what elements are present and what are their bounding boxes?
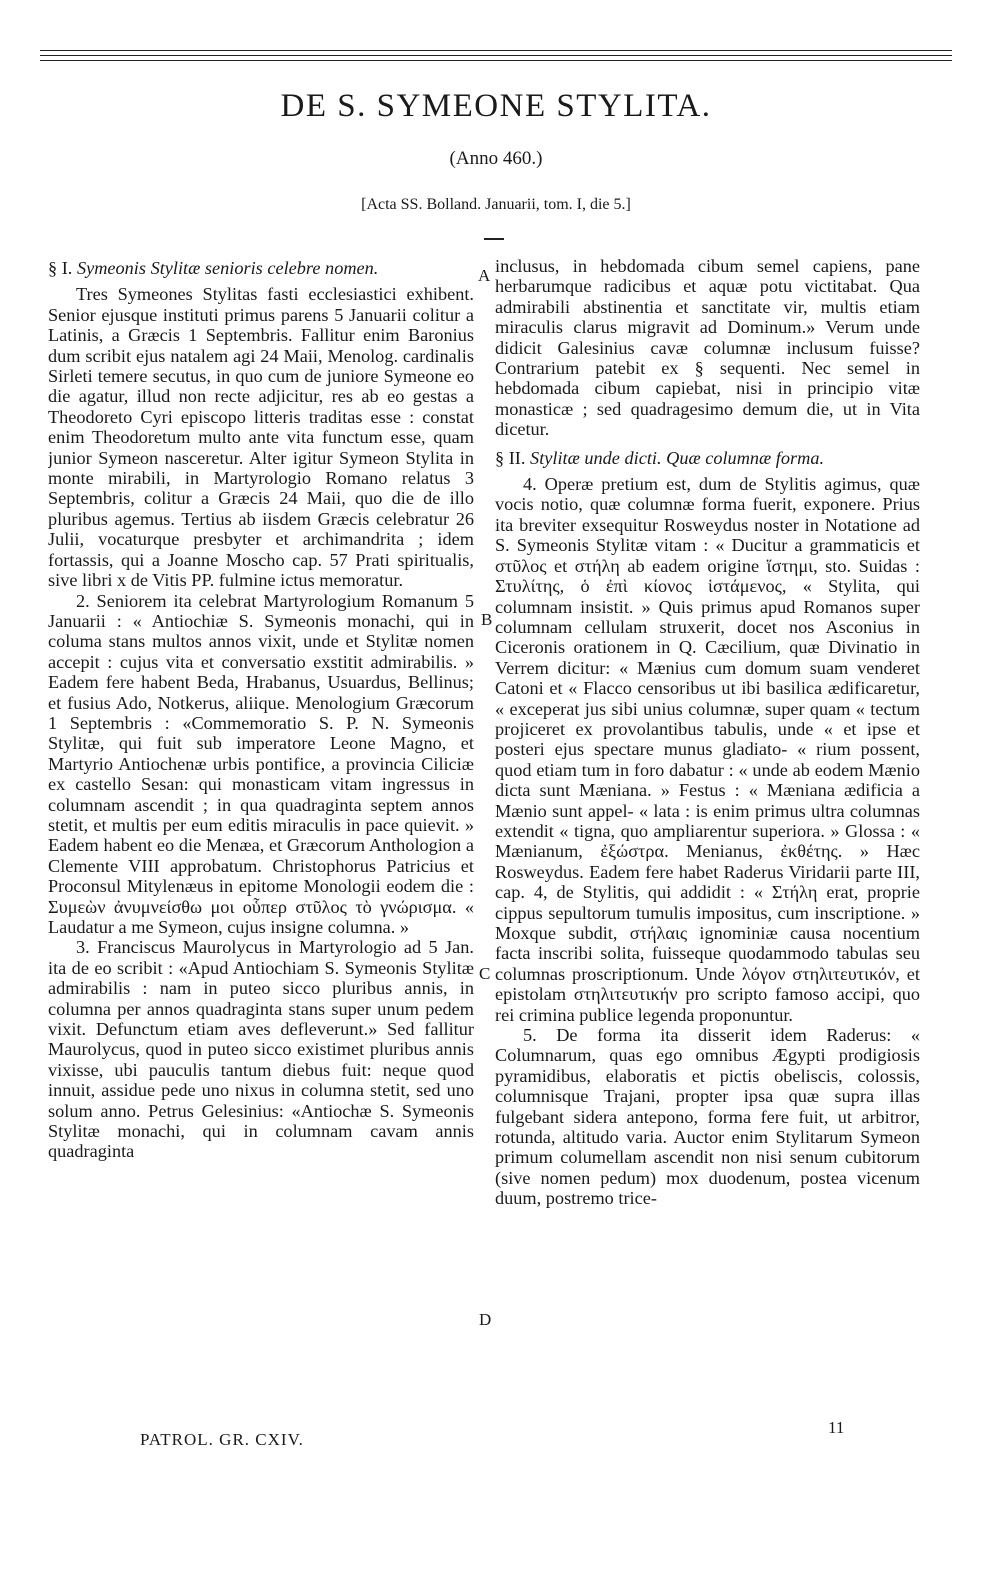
paragraph-4: 4. Operæ pretium est, dum de Stylitis agimus, quæ vocis notio, quæ columnæ forma fuerit, exponere. Prius ita breviter exsequitur Rosweydus noster in Notatione ad S. Symeonis Stylitæ vitam : « Ducitur a grammaticis et στῦλος et στήλη ab eadem origine ἵστημι, sto. Suidas : Στυλίτης, ὁ ἐπὶ κίονος ἱστάμενος, « Stylita, qui columnam insistit. » Quis primus apud Romanos super columnam cellulam struxerit, docet nos Asconius in Ciceronis orationem in Q. Cæcilium, quæ Divinatio in Verrem dicitur: « Mænius cum domum suam venderet Catoni et « Flacco censoribus ut ibi basilica ædificaretur, « exceperat jus sibi unius columnæ, super quam « tectum projiceret ex provolantibus tabulis, unde « et ipse et posteri ejus spectare munus gladiato- « rium possent, quod etiam tum in foro dabatur : « unde ab eodem Mænio dicta sunt Mæniana. » Festus : « Mæniana ædificia a Mænio sunt appel- « lata : is enim primus ultra columnas extendit « tigna, quo ampliarentur superiora. » Glossa : « Mænianum, ἐξώστρα. Menianus, ἐκθέτης. » Hæc Rosweydus. Eadem fere habet Raderus Viridarii parte III, cap. 4, de Stylitis, qui addidit : « Στήλη erat, proprie cippus sepultorum tumulis impositus, cum inscriptione. » Moxque subdit, στήλαις ignominiæ causa nocentium facta inscribi solita, fuisseque quodammodo tabulas seu columnas proscriptionum. Unde λόγον στηλιτευτικόν, et epistolam στηλιτευτικήν pro scripto famoso accipi, quo rei crimina publice legenda proponuntur.	[495, 474, 920, 1025]
paragraph-1: Tres Symeones Stylitas fasti ecclesiastici exhibent. Senior ejusque instituti primus parens 5 Januarii colitur a Latinis, a Græcis 1 Septembris. Fallitur enim Baronius dum scribit ejus natalem agi 24 Maii, Menolog. cardinalis Sirleti temere secutus, in quo cum de juniore Symeone eo die agatur, illud non recte adjicitur, res ab eo gestas a Theodoreto Cyri episcopo litteris traditas esse : constat enim Theodoretum multo ante vita functum esse, quam junior Symeon nasceretur. Alter igitur Symeon Stylita in monte mirabili, in Martyrologio Romano relatus 3 Septembris, colitur a Græcis 24 Maii, quo die de illo pluribus agemus. Tertius ab iisdem Græcis celebratur 26 Julii, vocaturque presbyter et archimandrita ; idem fortassis, qui a Joanne Moscho cap. 57 Prati spiritualis, sive libri x de Vitis PP. fulmine ictus memoratur.	[48, 284, 474, 591]
top-rule-thin-2	[40, 60, 952, 61]
margin-marker-a: A	[478, 266, 491, 285]
paragraph-3: 3. Franciscus Maurolycus in Martyrologio ad 5 Jan. ita de eo scribit : «Apud Antiochiam S. Symeonis Stylitæ admirabilis : nam in puteo sicco pluribus annis, in columna per annos quadraginta stans super unum pedem vixit. Defunctum etiam aves defleverunt.» Sed fallitur Maurolycus, quod in puteo sicco existimet pluribus annis vixisse, ubi pauculis tantum diebus fuit: neque quod innuit, assidue pede uno nixus in columna stetit, sed uno solum anno. Petrus Gelesinius: «Antiochæ S. Symeonis Stylitæ monachi, qui in columnam cavam annis quadraginta	[48, 937, 474, 1162]
margin-marker-c: C	[479, 964, 491, 983]
section-number: § II.	[495, 447, 526, 468]
footer-volume: PATROL. GR. CXIV.	[140, 1430, 304, 1449]
year-line: (Anno 460.)	[449, 148, 543, 169]
top-rule-thin	[40, 55, 952, 56]
section-title: Symeonis Stylitæ senioris celebre nomen.	[76, 258, 379, 278]
top-rule	[40, 50, 952, 51]
paragraph-5: 5. De forma ita disserit idem Raderus: « Columnarum, quas ego omnibus Ægypti prodigiosis pyramidibus, elaboratis et pictis obeliscis, colossis, columnisque Trajani, propter ipsa quæ supra illas fulgebant sidera antepono, forma fere fuit, ut arbitror, rotunda, altitudo varia. Auctor enim Stylitarum Symeon primum columellam ascendit non nisi senum cubitorum (sive nomen pedum) mox duodenum, postea vicenum duum, postremo trice-	[495, 1025, 920, 1209]
section-heading-2	[495, 448, 920, 468]
section-number: § I.	[48, 258, 73, 278]
section-heading-1	[48, 258, 474, 278]
paragraph-2: 2. Seniorem ita celebrat Martyrologium Romanum 5 Januarii : « Antiochiæ S. Symeonis monachi, qui in columa stans multos annos vixit, unde et Stylitæ nomen accepit : cujus vita et conversatio exstitit admirabilis. » Eadem fere habent Beda, Hrabanus, Usuardus, Bellinus; et fusius Ado, Notkerus, aliique. Menologium Græcorum 1 Septembris : «Commemoratio S. P. N. Symeonis Stylitæ, qui fuit sub imperatore Leone Magno, et Martyrio Antiochenæ urbis pontifice, a provincia Ciliciæ ex castello Sesan: qui monasticam vitam ingressus in columnam ascendit ; in qua quadraginta septem annos stetit, et multis per eum editis miraculis in pace quievit. » Eadem habent eo die Menæa, et Græcorum Anthologion a Clemente VIII approbatum. Christophorus Patricius et Proconsul Mitylenæus in epitome Monologii eodem die : Συμεὼν ἀνυμνείσθω μοι οὗπερ στῦλος τὸ γνώρισμα. « Laudatur a me Symeon, cujus insigne columna. »	[48, 590, 474, 937]
section-title: Stylitæ unde dicti. Quæ columnæ forma.	[530, 447, 825, 468]
right-column	[495, 256, 920, 1436]
source-citation: [Acta SS. Bolland. Januarii, tom. I, die 5.]	[361, 196, 631, 213]
margin-marker-b: B	[481, 610, 493, 629]
page-title: DE S. SYMEONE STYLITA.	[280, 88, 712, 124]
separator-dash	[484, 238, 504, 240]
margin-marker-d: D	[479, 1310, 492, 1329]
page-number: 11	[828, 1418, 845, 1437]
paragraph-1-continued: inclusus, in hebdomada cibum semel capiens, pane herbarumque radicibus et aquæ potu victitabat. Qua admirabili abstinentia et sanctitate vir, multis etiam miraculis clarus migravit ad Dominum.» Verum unde didicit Galesinius cavæ columnæ inclusum fuisse? Contrarium patebit ex § sequenti. Nec semel in hebdomada cibum capiebat, nisi in principio vitæ monasticæ ; sed quadragesimo demum die, ut in Vita dicetur.	[495, 256, 920, 440]
left-column	[48, 256, 474, 1436]
